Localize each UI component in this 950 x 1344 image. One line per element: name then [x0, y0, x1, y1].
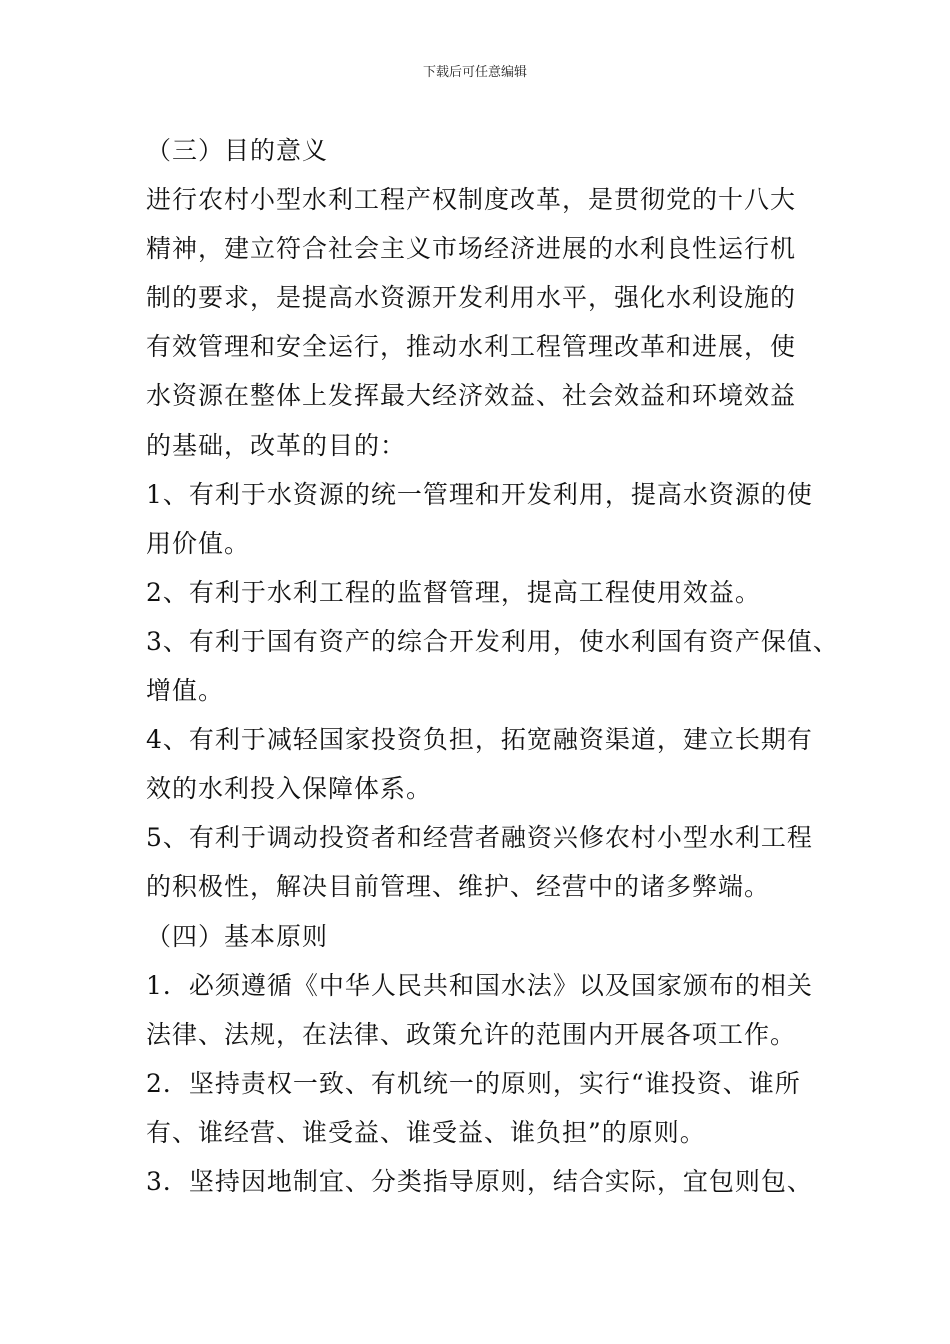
paragraph-line: 精神，建立符合社会主义市场经济进展的水利良性运行机: [146, 234, 797, 264]
list-item-3-continued: 增值。: [146, 676, 225, 706]
principle-item-1: 1．必须遵循《中华人民共和国水法》以及国家颁布的相关: [146, 970, 813, 1000]
principle-item-2-continued: 有、谁经营、谁受益、谁受益、谁负担”的原则。: [146, 1117, 706, 1147]
list-item-4-continued: 效的水利投入保障体系。: [146, 774, 433, 804]
list-item-2: 2、有利于水利工程的监督管理，提高工程使用效益。: [146, 577, 761, 607]
list-item-3: 3、有利于国有资产的综合开发利用，使水利国有资产保值、: [146, 626, 839, 656]
list-item-5-continued: 的积极性，解决目前管理、维护、经营中的诸多弊端。: [146, 872, 771, 902]
list-item-5: 5、有利于调动投资者和经营者融资兴修农村小型水利工程: [146, 823, 813, 853]
list-item-4: 4、有利于减轻国家投资负担，拓宽融资渠道，建立长期有: [146, 725, 813, 755]
list-item-1: 1、有利于水资源的统一管理和开发利用，提高水资源的使: [146, 479, 813, 509]
paragraph-line: 水资源在整体上发挥最大经济效益、社会效益和环境效益: [146, 381, 797, 411]
document-body: [146, 126, 839, 1206]
page-header: 下载后可任意编辑: [422, 65, 527, 80]
paragraph-line: 有效管理和安全运行，推动水利工程管理改革和进展，使: [146, 332, 797, 362]
section-heading-principles: （四）基本原则: [146, 921, 329, 951]
paragraph-line: 进行农村小型水利工程产权制度改革，是贯彻党的十八大: [146, 185, 797, 215]
section-heading-purpose: （三）目的意义: [146, 136, 329, 165]
paragraph-line: 的基础，改革的目的：: [146, 430, 407, 460]
principle-item-1-continued: 法律、法规，在法律、政策允许的范围内开展各项工作。: [146, 1019, 797, 1049]
principle-item-2: 2．坚持责权一致、有机统一的原则，实行“谁投资、谁所: [146, 1068, 801, 1098]
principle-item-3: 3．坚持因地制宜、分类指导原则，结合实际，宜包则包、: [146, 1166, 813, 1196]
list-item-1-continued: 用价值。: [146, 528, 251, 558]
paragraph-line: 制的要求，是提高水资源开发利用水平，强化水利设施的: [146, 283, 797, 313]
